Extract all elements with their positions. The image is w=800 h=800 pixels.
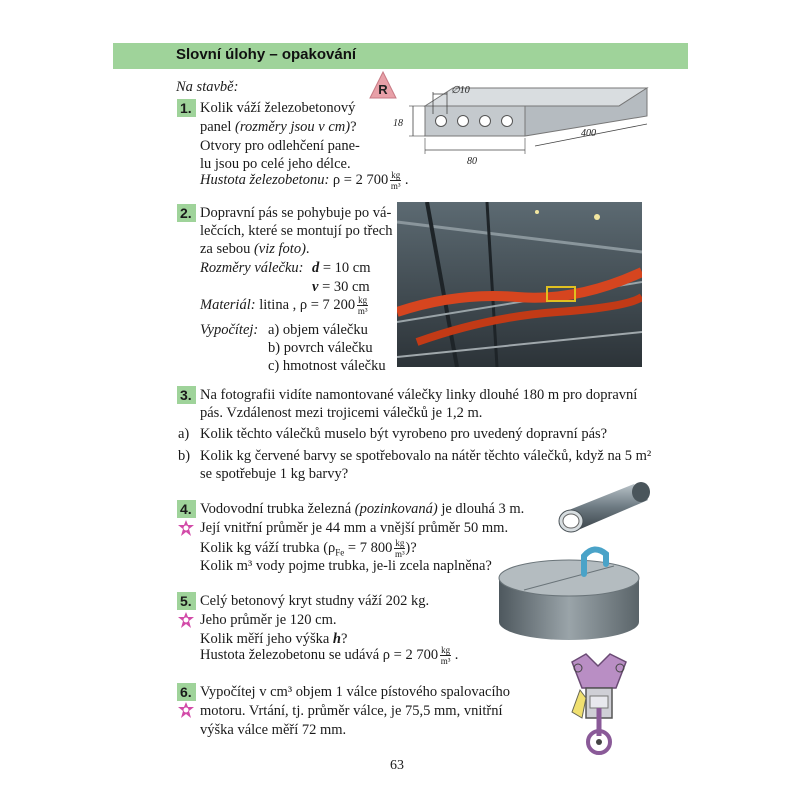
p5-line-1: Celý betonový kryt studny váží 202 kg. — [200, 593, 430, 609]
problem-number-1: 1. — [177, 99, 196, 117]
p2-calc-b: b) povrch válečku — [268, 340, 373, 356]
p5-line-2: Jeho průměr je 120 cm. — [200, 612, 337, 628]
problem-number-2: 2. — [177, 204, 196, 222]
p1-line-4: lu jsou po celé jeho délce. — [200, 156, 351, 172]
difficulty-star-icon — [178, 520, 194, 536]
p2-material: Materiál: litina , ρ = 7 200 $\frac{kg}{\text{m³}}$ — [200, 295, 368, 316]
p3-a-text: Kolik těchto válečků muselo být vyrobeno pro uvedený dopravní pás? — [200, 426, 608, 442]
p2-calc-label: Vypočítej: — [200, 322, 259, 338]
engine-cylinder-illustration — [568, 652, 630, 760]
p4-line-4: Kolik m³ vody pojme trubka, je-li zcela naplněna? — [200, 558, 492, 574]
well-cover-illustration — [494, 540, 644, 645]
p6-line-2: motoru. Vrtání, tj. průměr válce, je 75,5 mm, vnitřní — [200, 703, 503, 719]
r-badge-label: R — [378, 82, 388, 97]
p4-line-3: Kolik kg váží trubka ($\rho_{Fe} = 7$ 800 $\frac{kg}{\text{m³}}$ )? — [200, 538, 417, 559]
p5-line-4: Hustota železobetonu se udává ρ = 2 700 $\frac{kg}{\text{m³}}$ . — [200, 645, 459, 666]
p1-line-3: Otvory pro odlehčení pane- — [200, 138, 360, 154]
intro-text: Na stavbě: — [176, 79, 239, 95]
p3-b-label: b) — [178, 448, 191, 464]
p2-dims-label: Rozměry válečku: — [200, 260, 304, 276]
problem-number-6: 6. — [177, 683, 196, 701]
conveyor-photo — [397, 202, 642, 367]
p1-line-2: panel (rozměry jsou v cm)? — [200, 119, 357, 135]
dim-width-label: 80 — [467, 156, 477, 167]
p3-line-2: pás. Vzdálenost mezi trojicemi válečků je 1,2 m. — [200, 405, 483, 421]
p3-line-1: Na fotografii vidíte namontované válečky linky dlouhé 180 m pro dopravní — [200, 387, 638, 403]
p6-line-3: výška válce měří 72 mm. — [200, 722, 347, 738]
p1-line-5: Hustota železobetonu: ρ = 2 700 $\frac{kg}{\text{m³}}$ . — [200, 170, 409, 191]
problem-number-3: 3. — [177, 386, 196, 404]
p3-a-label: a) — [178, 426, 190, 442]
section-title: Slovní úlohy – opakování — [176, 46, 357, 63]
p3-b-text-1: Kolik kg červené barvy se spotřebovalo na nátěr těchto válečků, když na 5 m² — [200, 448, 652, 464]
dim-hole-label: ∅10 — [451, 85, 470, 96]
difficulty-star-icon — [178, 702, 194, 718]
difficulty-star-icon — [178, 612, 194, 628]
p5-line-3: Kolik měří jeho výška h? — [200, 631, 348, 647]
pipe-illustration — [548, 478, 658, 538]
p2-dim-d: d = 10 cm — [312, 260, 371, 276]
density-unit: $\frac{kg}{\text{m³}}$ — [390, 170, 401, 191]
problem-number-5: 5. — [177, 592, 196, 610]
p6-line-1: Vypočítej v cm³ objem 1 válce pístového spalovacího — [200, 684, 510, 700]
p4-line-2: Její vnitřní průměr je 44 mm a vnější průměr 50 mm. — [200, 520, 509, 536]
concrete-panel-diagram — [385, 76, 675, 168]
p2-calc-c: c) hmotnost válečku — [268, 358, 386, 374]
p2-line-3: za sebou (viz foto). — [200, 241, 310, 257]
page-number: 63 — [390, 758, 404, 773]
dim-length-label: 400 — [581, 128, 596, 139]
p4-line-1: Vodovodní trubka železná (pozinkovaná) je dlouhá 3 m. — [200, 501, 525, 517]
dim-height-label: 18 — [393, 118, 403, 129]
p1-line-1: Kolik váží železobetonový — [200, 100, 356, 116]
p2-line-1: Dopravní pás se pohybuje po vá- — [200, 205, 392, 221]
p2-line-2: lečcích, které se montují po třech — [200, 223, 393, 239]
problem-number-4: 4. — [177, 500, 196, 518]
p2-calc-a: a) objem válečku — [268, 322, 368, 338]
p3-b-text-2: se spotřebuje 1 kg barvy? — [200, 466, 349, 482]
p2-dim-v: v = 30 cm — [312, 279, 370, 295]
